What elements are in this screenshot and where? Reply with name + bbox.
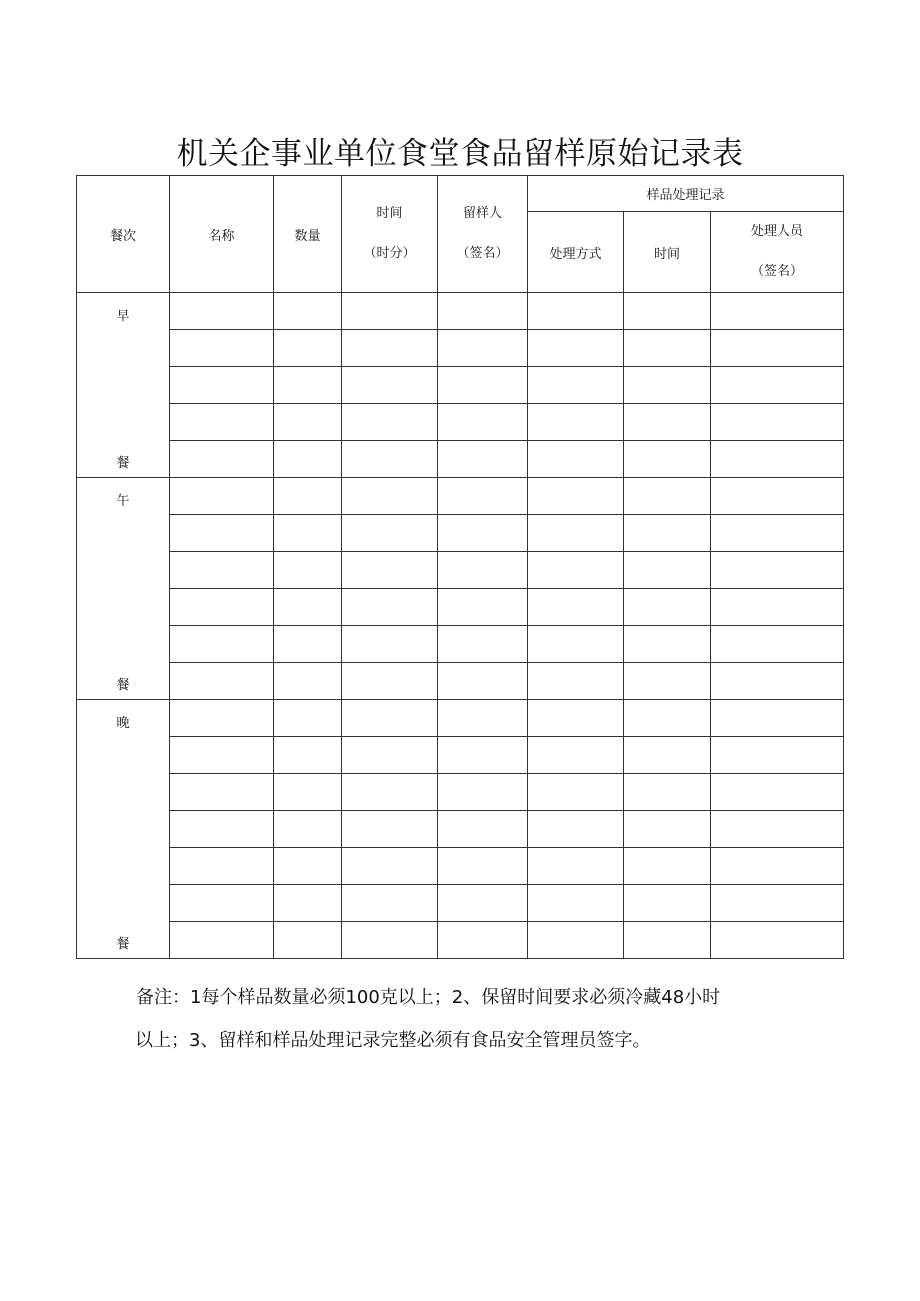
table-cell[interactable]	[711, 811, 844, 848]
table-cell[interactable]	[170, 478, 274, 515]
table-cell[interactable]	[274, 552, 342, 589]
table-cell[interactable]	[624, 330, 711, 367]
header-proc-time: 时间	[624, 212, 711, 293]
meal-cell	[77, 293, 170, 478]
table-cell[interactable]	[170, 663, 274, 700]
table-cell[interactable]	[624, 663, 711, 700]
table-cell[interactable]	[624, 885, 711, 922]
table-cell[interactable]	[624, 367, 711, 404]
table-cell[interactable]	[528, 441, 624, 478]
table-cell[interactable]	[342, 293, 438, 330]
header-handler	[711, 212, 844, 293]
table-cell[interactable]	[170, 626, 274, 663]
table-cell[interactable]	[528, 478, 624, 515]
header-handler-label: 处理人员	[751, 224, 804, 239]
header-sampler-sign: （签名）	[456, 246, 509, 261]
meal-label-top: 晚	[116, 716, 130, 731]
table-cell[interactable]	[170, 515, 274, 552]
table-cell[interactable]	[528, 922, 624, 959]
table-cell[interactable]	[438, 626, 528, 663]
table-cell[interactable]	[170, 848, 274, 885]
table-cell[interactable]	[170, 811, 274, 848]
table-cell[interactable]	[528, 330, 624, 367]
table-cell[interactable]	[274, 441, 342, 478]
meal-cell	[77, 478, 170, 700]
table-row	[77, 441, 844, 478]
table-cell[interactable]	[624, 922, 711, 959]
table-cell[interactable]	[438, 848, 528, 885]
sample-record-table	[76, 175, 844, 959]
table-cell[interactable]	[528, 774, 624, 811]
table-cell[interactable]	[711, 700, 844, 737]
table-cell[interactable]	[170, 885, 274, 922]
header-method: 处理方式	[528, 212, 624, 293]
table-cell[interactable]	[438, 811, 528, 848]
table-cell[interactable]	[528, 367, 624, 404]
table-cell[interactable]	[342, 885, 438, 922]
table-cell[interactable]	[711, 404, 844, 441]
table-cell[interactable]	[274, 626, 342, 663]
table-cell[interactable]	[438, 663, 528, 700]
table-cell[interactable]	[438, 478, 528, 515]
table-cell[interactable]	[274, 811, 342, 848]
meal-label-top: 早	[116, 309, 130, 324]
table-cell[interactable]	[170, 404, 274, 441]
table-cell[interactable]	[711, 293, 844, 330]
table-cell[interactable]	[528, 848, 624, 885]
table-cell[interactable]	[711, 441, 844, 478]
table-cell[interactable]	[624, 441, 711, 478]
table-cell[interactable]	[528, 663, 624, 700]
table-cell[interactable]	[438, 885, 528, 922]
table-cell[interactable]	[342, 589, 438, 626]
table-cell[interactable]	[528, 811, 624, 848]
table-cell[interactable]	[624, 552, 711, 589]
table-cell[interactable]	[438, 774, 528, 811]
table-cell[interactable]	[274, 404, 342, 441]
footnote-line-1: 备注：1每个样品数量必须100克以上；2、保留时间要求必须冷藏48小时	[136, 987, 721, 1008]
header-time-label: 时间	[376, 206, 403, 221]
table-cell[interactable]	[342, 922, 438, 959]
table-cell[interactable]	[342, 811, 438, 848]
table-cell[interactable]	[342, 367, 438, 404]
table-row	[77, 737, 844, 774]
table-cell[interactable]	[528, 737, 624, 774]
table-row	[77, 663, 844, 700]
table-row	[77, 330, 844, 367]
table-cell[interactable]	[342, 478, 438, 515]
table-row	[77, 404, 844, 441]
table-cell[interactable]	[711, 848, 844, 885]
table-cell[interactable]	[274, 737, 342, 774]
table-cell[interactable]	[342, 626, 438, 663]
table-row	[77, 478, 844, 515]
table-cell[interactable]	[528, 404, 624, 441]
table-cell[interactable]	[342, 404, 438, 441]
table-cell[interactable]	[528, 589, 624, 626]
table-cell[interactable]	[711, 552, 844, 589]
table-cell[interactable]	[274, 885, 342, 922]
meal-label-bottom: 餐	[116, 456, 130, 471]
header-meal: 餐次	[77, 176, 170, 293]
table-cell[interactable]	[711, 626, 844, 663]
table-cell[interactable]	[438, 367, 528, 404]
table-cell[interactable]	[170, 330, 274, 367]
table-cell[interactable]	[624, 626, 711, 663]
table-cell[interactable]	[342, 700, 438, 737]
table-cell[interactable]	[528, 515, 624, 552]
table-row	[77, 700, 844, 737]
table-cell[interactable]	[438, 589, 528, 626]
table-cell[interactable]	[711, 737, 844, 774]
header-quantity: 数量	[274, 176, 342, 293]
table-cell[interactable]	[624, 848, 711, 885]
table-cell[interactable]	[274, 293, 342, 330]
table-cell[interactable]	[438, 922, 528, 959]
table-cell[interactable]	[342, 663, 438, 700]
table-cell[interactable]	[274, 848, 342, 885]
footnote	[136, 976, 856, 1062]
table-cell[interactable]	[438, 700, 528, 737]
table-cell[interactable]	[170, 441, 274, 478]
footnote-line-2: 以上；3、留样和样品处理记录完整必须有食品安全管理员签字。	[135, 1030, 651, 1051]
table-cell[interactable]	[528, 885, 624, 922]
table-cell[interactable]	[274, 774, 342, 811]
table-cell[interactable]	[711, 922, 844, 959]
table-cell[interactable]	[711, 663, 844, 700]
table-row	[77, 367, 844, 404]
table-cell[interactable]	[170, 700, 274, 737]
table-cell[interactable]	[170, 589, 274, 626]
table-cell[interactable]	[711, 774, 844, 811]
table-row	[77, 848, 844, 885]
table-cell[interactable]	[624, 774, 711, 811]
table-cell[interactable]	[624, 811, 711, 848]
page-title: 机关企事业单位食堂食品留样原始记录表	[176, 136, 744, 172]
header-time	[342, 176, 438, 293]
table-cell[interactable]	[342, 515, 438, 552]
header-processing-group: 样品处理记录	[528, 176, 844, 212]
table-cell[interactable]	[274, 589, 342, 626]
table-row	[77, 885, 844, 922]
table-cell[interactable]	[170, 922, 274, 959]
table-cell[interactable]	[274, 478, 342, 515]
table-cell[interactable]	[438, 552, 528, 589]
table-cell[interactable]	[624, 589, 711, 626]
table-cell[interactable]	[438, 330, 528, 367]
header-sampler-label: 留样人	[462, 206, 502, 221]
table-row	[77, 774, 844, 811]
table-cell[interactable]	[170, 367, 274, 404]
table-cell[interactable]	[711, 330, 844, 367]
table-cell[interactable]	[528, 626, 624, 663]
meal-cell	[77, 700, 170, 959]
table-cell[interactable]	[170, 737, 274, 774]
table-cell[interactable]	[438, 737, 528, 774]
meal-label-top: 午	[116, 494, 130, 509]
table-cell[interactable]	[170, 552, 274, 589]
table-row	[77, 293, 844, 330]
table-cell[interactable]	[274, 367, 342, 404]
header-handler-sign: （签名）	[751, 264, 804, 279]
table-cell[interactable]	[624, 515, 711, 552]
table-cell[interactable]	[711, 367, 844, 404]
header-sampler	[438, 176, 528, 293]
table-row	[77, 552, 844, 589]
table-row	[77, 515, 844, 552]
table-cell[interactable]	[624, 478, 711, 515]
table-row	[77, 922, 844, 959]
table-cell[interactable]	[342, 848, 438, 885]
meal-label-bottom: 餐	[116, 678, 130, 693]
header-name: 名称	[170, 176, 274, 293]
table-cell[interactable]	[342, 330, 438, 367]
table-cell[interactable]	[624, 700, 711, 737]
table-cell[interactable]	[711, 478, 844, 515]
table-cell[interactable]	[438, 293, 528, 330]
table-cell[interactable]	[170, 774, 274, 811]
table-cell[interactable]	[528, 700, 624, 737]
table-cell[interactable]	[274, 663, 342, 700]
table-cell[interactable]	[711, 515, 844, 552]
table-cell[interactable]	[342, 774, 438, 811]
table-row	[77, 811, 844, 848]
table-cell[interactable]	[711, 885, 844, 922]
header-time-unit: （时分）	[363, 246, 416, 261]
table-cell[interactable]	[274, 922, 342, 959]
table-cell[interactable]	[438, 515, 528, 552]
table-cell[interactable]	[624, 404, 711, 441]
table-cell[interactable]	[438, 404, 528, 441]
table-cell[interactable]	[624, 293, 711, 330]
table-cell[interactable]	[274, 700, 342, 737]
table-row	[77, 589, 844, 626]
table-cell[interactable]	[274, 515, 342, 552]
table-cell[interactable]	[342, 737, 438, 774]
table-cell[interactable]	[624, 737, 711, 774]
table-body	[77, 293, 844, 959]
table-cell[interactable]	[342, 441, 438, 478]
table-row	[77, 626, 844, 663]
table-cell[interactable]	[438, 441, 528, 478]
table-cell[interactable]	[528, 293, 624, 330]
meal-label-bottom: 餐	[116, 937, 130, 952]
table-cell[interactable]	[342, 552, 438, 589]
table-cell[interactable]	[274, 330, 342, 367]
table-cell[interactable]	[711, 589, 844, 626]
table-cell[interactable]	[528, 552, 624, 589]
table-cell[interactable]	[170, 293, 274, 330]
